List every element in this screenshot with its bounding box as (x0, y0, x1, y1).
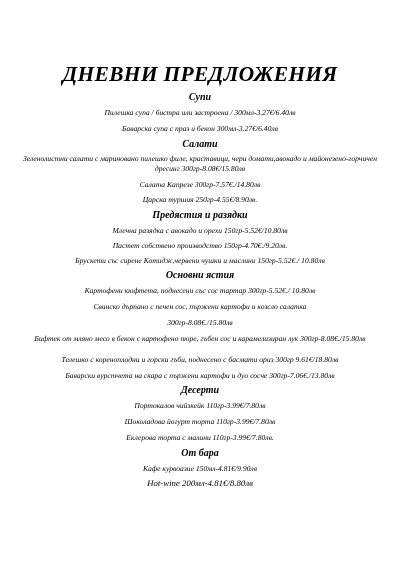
menu-item: Царска туршия 250гр-4.55€/8.90лв. (142, 195, 258, 204)
menu-item: Еклерова торта с малини 110гр-3.99€/7.80лв. (126, 433, 274, 442)
section-heading-bar: От бара (181, 448, 219, 459)
menu-item: Кафе курвоазие 150мл-4.81€/9.90лв (142, 464, 258, 473)
menu-item: Зеленолистни салати с маринованo пилешко филе, краставици, чери домати,авокадо и майонезено-горчичен дресинг 300гр-8.08€/15.80лв (22, 154, 378, 173)
menu-item: 300гр-8.08€./15.80лв (167, 318, 233, 327)
menu-item: Млечна разядка с авокадо и орехи 150гр-5.52€/10.80лв (112, 226, 288, 235)
menu-item: Портокалов чийзкейк 110гр-3.99€/7.80лв (134, 401, 266, 410)
menu-item: Шоколадова йогурт торта 110гр-3.99€/7.80лв (124, 417, 276, 426)
menu-item: Баварски вурстчета на скара с пържени картофи и дуо сосче 300гр-7.06€./13.80лв (65, 371, 335, 380)
page-title: ДНЕВНИ ПРЕДЛОЖЕНИЯ (62, 62, 338, 86)
section-heading-soups: Супи (188, 92, 212, 103)
menu-item: Свинско дърпано с печен сос, пържени картофи и козсло салатка (93, 302, 307, 311)
menu-item: Hot-wine 200мл-4.81€/8.80лв (147, 478, 253, 488)
section-heading-starters: Предястия и разядки (152, 210, 248, 221)
menu-item: Баварска супа с праз и бекон 300мл-3.27€/6.40лв (121, 124, 279, 133)
menu-item: Пилешка супа / бистра или застроена / 300мл-3.27€/6.40лв (104, 108, 296, 117)
section-heading-salads: Салати (182, 139, 218, 150)
menu-item: Салата Капрезе 300гр-7.57€./14.80лв (139, 180, 261, 189)
section-heading-main-courses: Основни ястия (165, 270, 235, 281)
menu-item: Брускети със сирене Котидж,червени чушки и маслини 150гр-5.52€./ 10.80лв (75, 256, 325, 265)
menu-item: Телешко с кореноплодни и горски гъби, поднесено с басмати ориз 300гр 9.61€/18.80лв (61, 355, 339, 364)
section-heading-desserts: Десерти (180, 385, 220, 396)
menu-item: Бифтек от мляно месо в бекон с картофено пюре, гъбен сос и карамелизиран лук 300гр-8.08€./15.80лв (34, 334, 366, 343)
menu-item: Пастет собствено производство 150гр-4.70€./9.20лв. (112, 241, 288, 250)
menu-item: Картофени кюфтета, поднесени със сос тартар 300гр-5.52€./ 10.80лв (84, 286, 316, 295)
